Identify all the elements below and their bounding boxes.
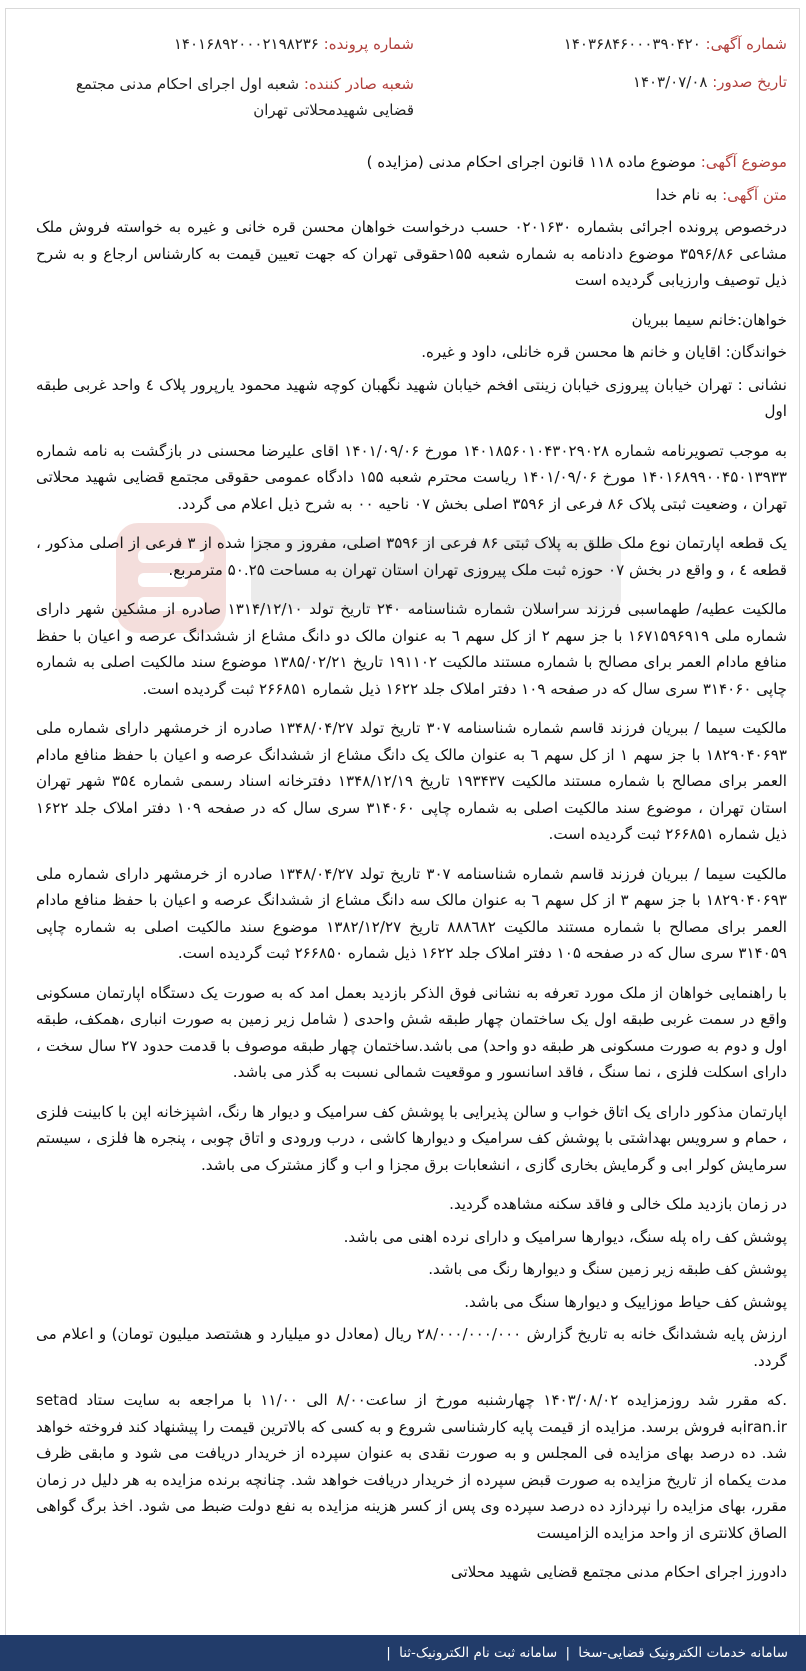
notice-body [36,149,787,1599]
case-number-label: شماره پرونده: [323,35,414,53]
footer-link-sana[interactable]: سامانه ثبت نام الکترونیک-ثنا [399,1645,558,1661]
paragraph-property: یک قطعه اپارتمان نوع ملک طلق به پلاک ثبتی ۸۶ فرعی از ۳۵۹۶ اصلی، مفروز و مجزا شده از ۳ فرعی از اصلی مذکور ، قطعه ٤ ، و واقع در بخش ۰۷ حوزه ثبت ملک پیروزی تهران استان تهران به مساحت ۵۰.۲۵ مترمربع. [36,534,787,579]
notice-sheet [5,8,800,1636]
paragraph-ownership-3: مالکیت سیما / ببریان فرزند قاسم شماره شناسنامه ۳۰۷ تاریخ تولد ۱۳۴۸/۰۴/۲۷ صادره از خرمشهر دارای شماره ملی ۱۸۲۹۰۴۰۶۹۳ با جز سهم ۳ از کل سهم ٦ به عنوان مالک سه دانگ مشاع از ششدانگ عرصه و اعیان با حفظ منافع مادام العمر برای مصالح با شماره مستند مالکیت ۸۸۸٦۸۲ تاریخ ۱۳۸۲/۱۲/۲۷ موضوع سند مالکیت اصلی به شماره چاپی ۳۱۴۰۵۹ سری سال که در صفحه ۱۰۵ دفتر املاک جلد ۱۶۲۲ ذیل شماره ۲۶۶۸۵۰ ثبت گردیده است. [36,864,788,962]
notice-number-label: شماره آگهی: [705,35,787,53]
case-number-row [174,35,414,53]
paragraph-signature: دادورز اجرای احکام مدنی مجتمع قضایی شهید محلاتی [450,1563,787,1581]
paragraph-inspection: با راهنمایی خواهان از ملک مورد تعرفه به نشانی فوق الذکر بازدید بعمل امد که به صورت یک دستگاه اپارتمان مسکونی واقع در سمت غربی طبقه اول یک ساختمان چهار طبقه شش واحدی ( شامل زیر زمین به صورت انباری ،همکف، طبقه اول و دوم به صورت مسکونی هر طبقه دو واحد) می باشد.ساختمان چهار طبقه موصوف با قدمت حدود ۲۷ سال سخت ، دارای اسکلت فلزی ، نما سنگ ، فاقد اسانسور و موقعیت شمالی نسبت به گذر می باشد. [36,983,787,1081]
issuing-branch-row [49,71,414,123]
subject-text: موضوع ماده ۱۱۸ قانون اجرای احکام مدنی (مزایده ) [366,153,696,171]
issuing-branch: شعبه اول اجرای احکام مدنی مجتمع قضایی شهیدمحلاتی تهران [75,75,414,119]
paragraph-basement: پوشش کف طبقه زیر زمین سنگ و دیوارها رنگ می باشد. [428,1260,787,1278]
notice-number-row [564,35,787,53]
body-label: متن آگهی: [722,185,787,204]
footer-link-sakha[interactable]: سامانه خدمات الکترونیک قضایی-سخا [578,1645,788,1661]
paragraph-apartment: اپارتمان مذکور دارای یک اتاق خواب و سالن پذیرایی با پوشش کف سرامیک و دیوار ها رنگ، اشپزخانه اپن با کابینت فلزی ، حمام و سرویس بهداشتی با پوشش کف سرامیک و دیوارها کاشی ، درب ورودی و اتاق چوبی ، پنجره ها فلزی ، سیستم سرمایش کولر ابی و گرمایش بخاری گازی ، انشعابات برق مجزا و اب و گاز مشترک می باشد. [36,1102,787,1174]
paragraph-stairs: پوشش کف راه پله سنگ، دیوارها سرامیک و دارای نرده اهنی می باشد. [343,1227,787,1246]
issue-date-row [633,73,787,91]
paragraph-yard: پوشش کف حیاط موزاییک و دیوارها سنگ می باشد. [464,1292,787,1311]
subject-line [36,149,787,176]
body-intro-text: به نام خدا [655,185,718,204]
paragraph-vacancy: در زمان بازدید ملک خالی و فاقد سکنه مشاهده گردید. [449,1195,787,1213]
footer-separator: | [565,1645,570,1661]
paragraph-intro: درخصوص پرونده اجرائی بشماره ۰۲۰۱۶۳۰ حسب درخواست خواهان محسن قره خانی و غیره به خواسته فروش ملک مشاعی ۳۵۹۶/۸۶ موضوع دادنامه به شماره شعبه ۱۵۵حقوقی تهران که جهت تعیین قیمت به کارشناس ارجاع و به شرح ذیل توصیف وارزیابی گردیده است [36,218,787,289]
issue-date: ۱۴۰۳/۰۷/۰۸ [632,73,708,91]
notice-number: ۱۴۰۳۶۸۴۶۰۰۰۳۹۰۴۲۰ [563,35,701,53]
paragraph-defendants: خواندگان: اقایان و خانم ها محسن قره خانلی، داود و غیره. [421,343,787,361]
body-intro-line [36,182,787,209]
case-number: ۱۴۰۱۶۸۹۲۰۰۰۲۱۹۸۲۳۶ [173,35,319,53]
paragraph-auction-terms: .که مقرر شد روزمزایده ۱۴۰۳/۰۸/۰۲ چهارشنبه مورخ از ساعت۸/۰۰ الی ۱۱/۰۰ با مراجعه به سایت ستاد setad iran.irبه فروش برسد. مزایده از قیمت پایه کارشناسی شروع و به کسی که بالاترین قیمت را پیشنهاد کند فروخته خواهد شد. ده درصد بهای مزایده فی المجلس و به صورت نقدی به عنوان سپرده از خریدار دریافت می شود و مابقی ظرف مدت یکماه از تاریخ مزایده به صورت قبض سپرده از خریدار دریافت خواهد شد. چنانچه برنده مزایده به هر دلیل در زمان مقرر، بهای مزایده را نپردازد ده درصد سپرده وی پس از کسر هزینه مزایده به نفع دولت ضبط می شود. اخذ برگ گواهی الصاق کلانتری از واحد مزایده الزامیست [36,1391,788,1542]
footer-bar [0,1635,806,1671]
issuing-branch-label: شعبه صادر کننده: [303,75,414,93]
paragraph-plaintiff: خواهان:خانم سیما ببریان [631,310,787,329]
paragraph-address: نشانی : تهران خیابان پیروزی خیابان زینتی افخم خیابان شهید نگهبان کوچه شهید محمود یارپرور پلاک ٤ واحد غربی طبقه اول [36,375,787,420]
paragraph-ownership-1: مالکیت عطیه/ طهماسبی فرزند سراسلان شماره شناسنامه ۲۴۰ تاریخ تولد ۱۳۱۴/۱۲/۱۰ صادره از مشکین شهر دارای شماره ملی ۱۶۷۱۵۹۶۹۱۹ با جز سهم ۲ از کل سهم ٦ به عنوان مالک دو دانگ مشاع از ششدانگ عرصه و اعیان با حفظ منافع مادام العمر برای مصالح با شماره مستند مالکیت ۱۹۱۱۰۲ تاریخ ۱۳۸۵/۰۲/۲۱ موضوع سند مالکیت اصلی به شماره چاپی ۳۱۴۰۶۰ سری سال که در صفحه ۱۰۹ دفتر املاک جلد ۱۶۲۲ ذیل شماره ۲۶۶۸۵۱ ثبت گردیده است. [36,600,787,698]
paragraph-valuation: ارزش پایه ششدانگ خانه به تاریخ گزارش ۲۸/۰۰۰/۰۰۰/۰۰۰ ریال (معادل دو میلیارد و هشتصد میلیون تومان) و اعلام می گردد. [36,1325,787,1370]
issue-date-label: تاریخ صدور: [712,73,787,91]
paragraph-registration: به موجب تصویرنامه شماره ۱۴۰۱۸۵۶۰۱۰۴۳۰۲۹۰۲۸ مورخ ۱۴۰۱/۰۹/۰۶ اقای علیرضا محسنی در بازگشت به نامه شماره ۱۴۰۱۶۸۹۹۰۰۴۵۰۱۳۹۳۳ مورخ ۱۴۰۱/۰۹/۰۶ ریاست محترم شعبه ۱۵۵ دادگاه عمومی حقوقی مجتمع قضایی شهید محلاتی تهران ، وضعیت ثبتی پلاک ۸۶ فرعی از ۳۵۹۶ اصلی بخش ۰۷ ناحیه ۰۰ به شرح ذیل اعلام می گردد. [36,441,787,513]
subject-label: موضوع آگهی: [700,153,787,171]
footer-separator: | [386,1645,391,1661]
paragraph-ownership-2: مالکیت سیما / ببریان فرزند قاسم شماره شناسنامه ۳۰۷ تاریخ تولد ۱۳۴۸/۰۴/۲۷ صادره از خرمشهر دارای شماره ملی ۱۸۲۹۰۴۰۶۹۳ با جز سهم ۱ از کل سهم ٦ به عنوان مالک یک دانگ مشاع از ششدانگ عرصه و اعیان با حفظ منافع مادام العمر برای مصالح با شماره مستند مالکیت ۱۹۳۴۳۷ تاریخ ۱۳۴۸/۱۲/۱۹ دفترخانه اسناد رسمی شماره ۳۵٤ شهر تهران استان تهران ، موضوع سند مالکیت اصلی به شماره چاپی ۳۱۴۰۶۰ سری سال که در صفحه ۱۰۹ دفتر املاک جلد ۱۶۲۲ ذیل شماره ۲۶۶۸۵۱ ثبت گردیده است. [36,719,788,843]
